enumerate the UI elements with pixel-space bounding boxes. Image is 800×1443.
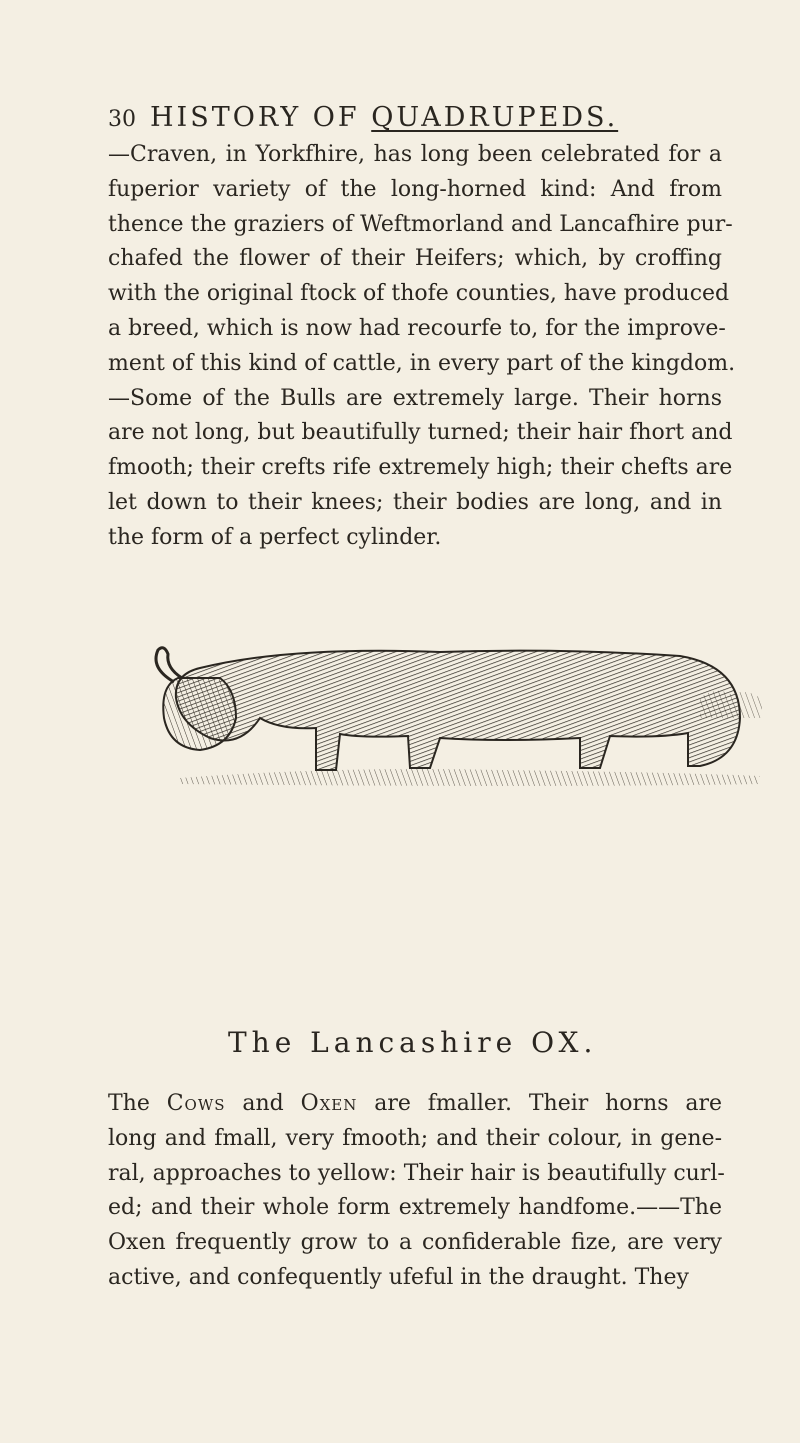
text-line: active, and confequently ufeful in the draught. They bbox=[108, 1264, 689, 1290]
landscape-trees bbox=[700, 691, 762, 718]
small-caps-cows: Cows bbox=[166, 1091, 226, 1116]
text-line: ment of this kind of cattle, in every part of the kingdom. bbox=[108, 350, 736, 376]
text-line: —Some of the Bulls are extremely large. Their horns bbox=[108, 385, 722, 411]
paragraph-cows-oxen bbox=[108, 1087, 725, 1296]
figure-caption: The Lancashire OX. bbox=[228, 1026, 598, 1059]
text-line: fuperior variety of the long-horned kind: And from bbox=[108, 176, 722, 202]
text-line: a breed, which is now had recourfe to, for the improve- bbox=[108, 315, 726, 341]
running-header bbox=[108, 102, 708, 133]
text-line: ral, approaches to yellow: Their hair is beautifully curl- bbox=[108, 1160, 725, 1186]
paragraph-craven bbox=[108, 138, 736, 556]
header-title-part1: HISTORY OF bbox=[150, 102, 372, 133]
ground-shadow bbox=[180, 769, 760, 786]
header-title-part2: QUADRUPEDS. bbox=[371, 102, 619, 133]
text-line: fmooth; their crefts rife extremely high; their chefts are bbox=[108, 455, 733, 481]
ox-horn bbox=[156, 648, 182, 682]
text-line: ed; and their whole form extremely handfome.——The bbox=[108, 1195, 722, 1221]
text-line: are not long, but beautifully turned; their hair fhort and bbox=[108, 420, 733, 446]
text-line: let down to their knees; their bodies are long, and in bbox=[108, 489, 722, 515]
ox-body bbox=[176, 651, 740, 770]
text-line: the form of a perfect cylinder. bbox=[108, 524, 442, 550]
small-caps-oxen: Oxen bbox=[300, 1091, 358, 1116]
text-line: Oxen frequently grow to a confiderable fize, are very bbox=[108, 1230, 722, 1256]
text-run: The bbox=[108, 1091, 167, 1116]
text-line: long and fmall, very fmooth; and their colour, in gene- bbox=[108, 1125, 722, 1151]
text-line: thence the graziers of Weftmorland and Lancafhire pur- bbox=[108, 211, 733, 237]
ox-engraving-illustration bbox=[140, 638, 770, 788]
ox-head bbox=[163, 678, 236, 750]
text-line: with the original ftock of thofe counties, have produced bbox=[108, 281, 730, 307]
text-run: are fmaller. Their horns are bbox=[357, 1091, 722, 1116]
text-line: chafed the flower of their Heifers; which, by croffing bbox=[108, 246, 722, 272]
page-number: 30 bbox=[108, 107, 136, 132]
text-line: —Craven, in Yorkfhire, has long been celebrated for a bbox=[108, 142, 722, 167]
text-run: and bbox=[225, 1091, 301, 1116]
text-line bbox=[108, 1087, 722, 1122]
